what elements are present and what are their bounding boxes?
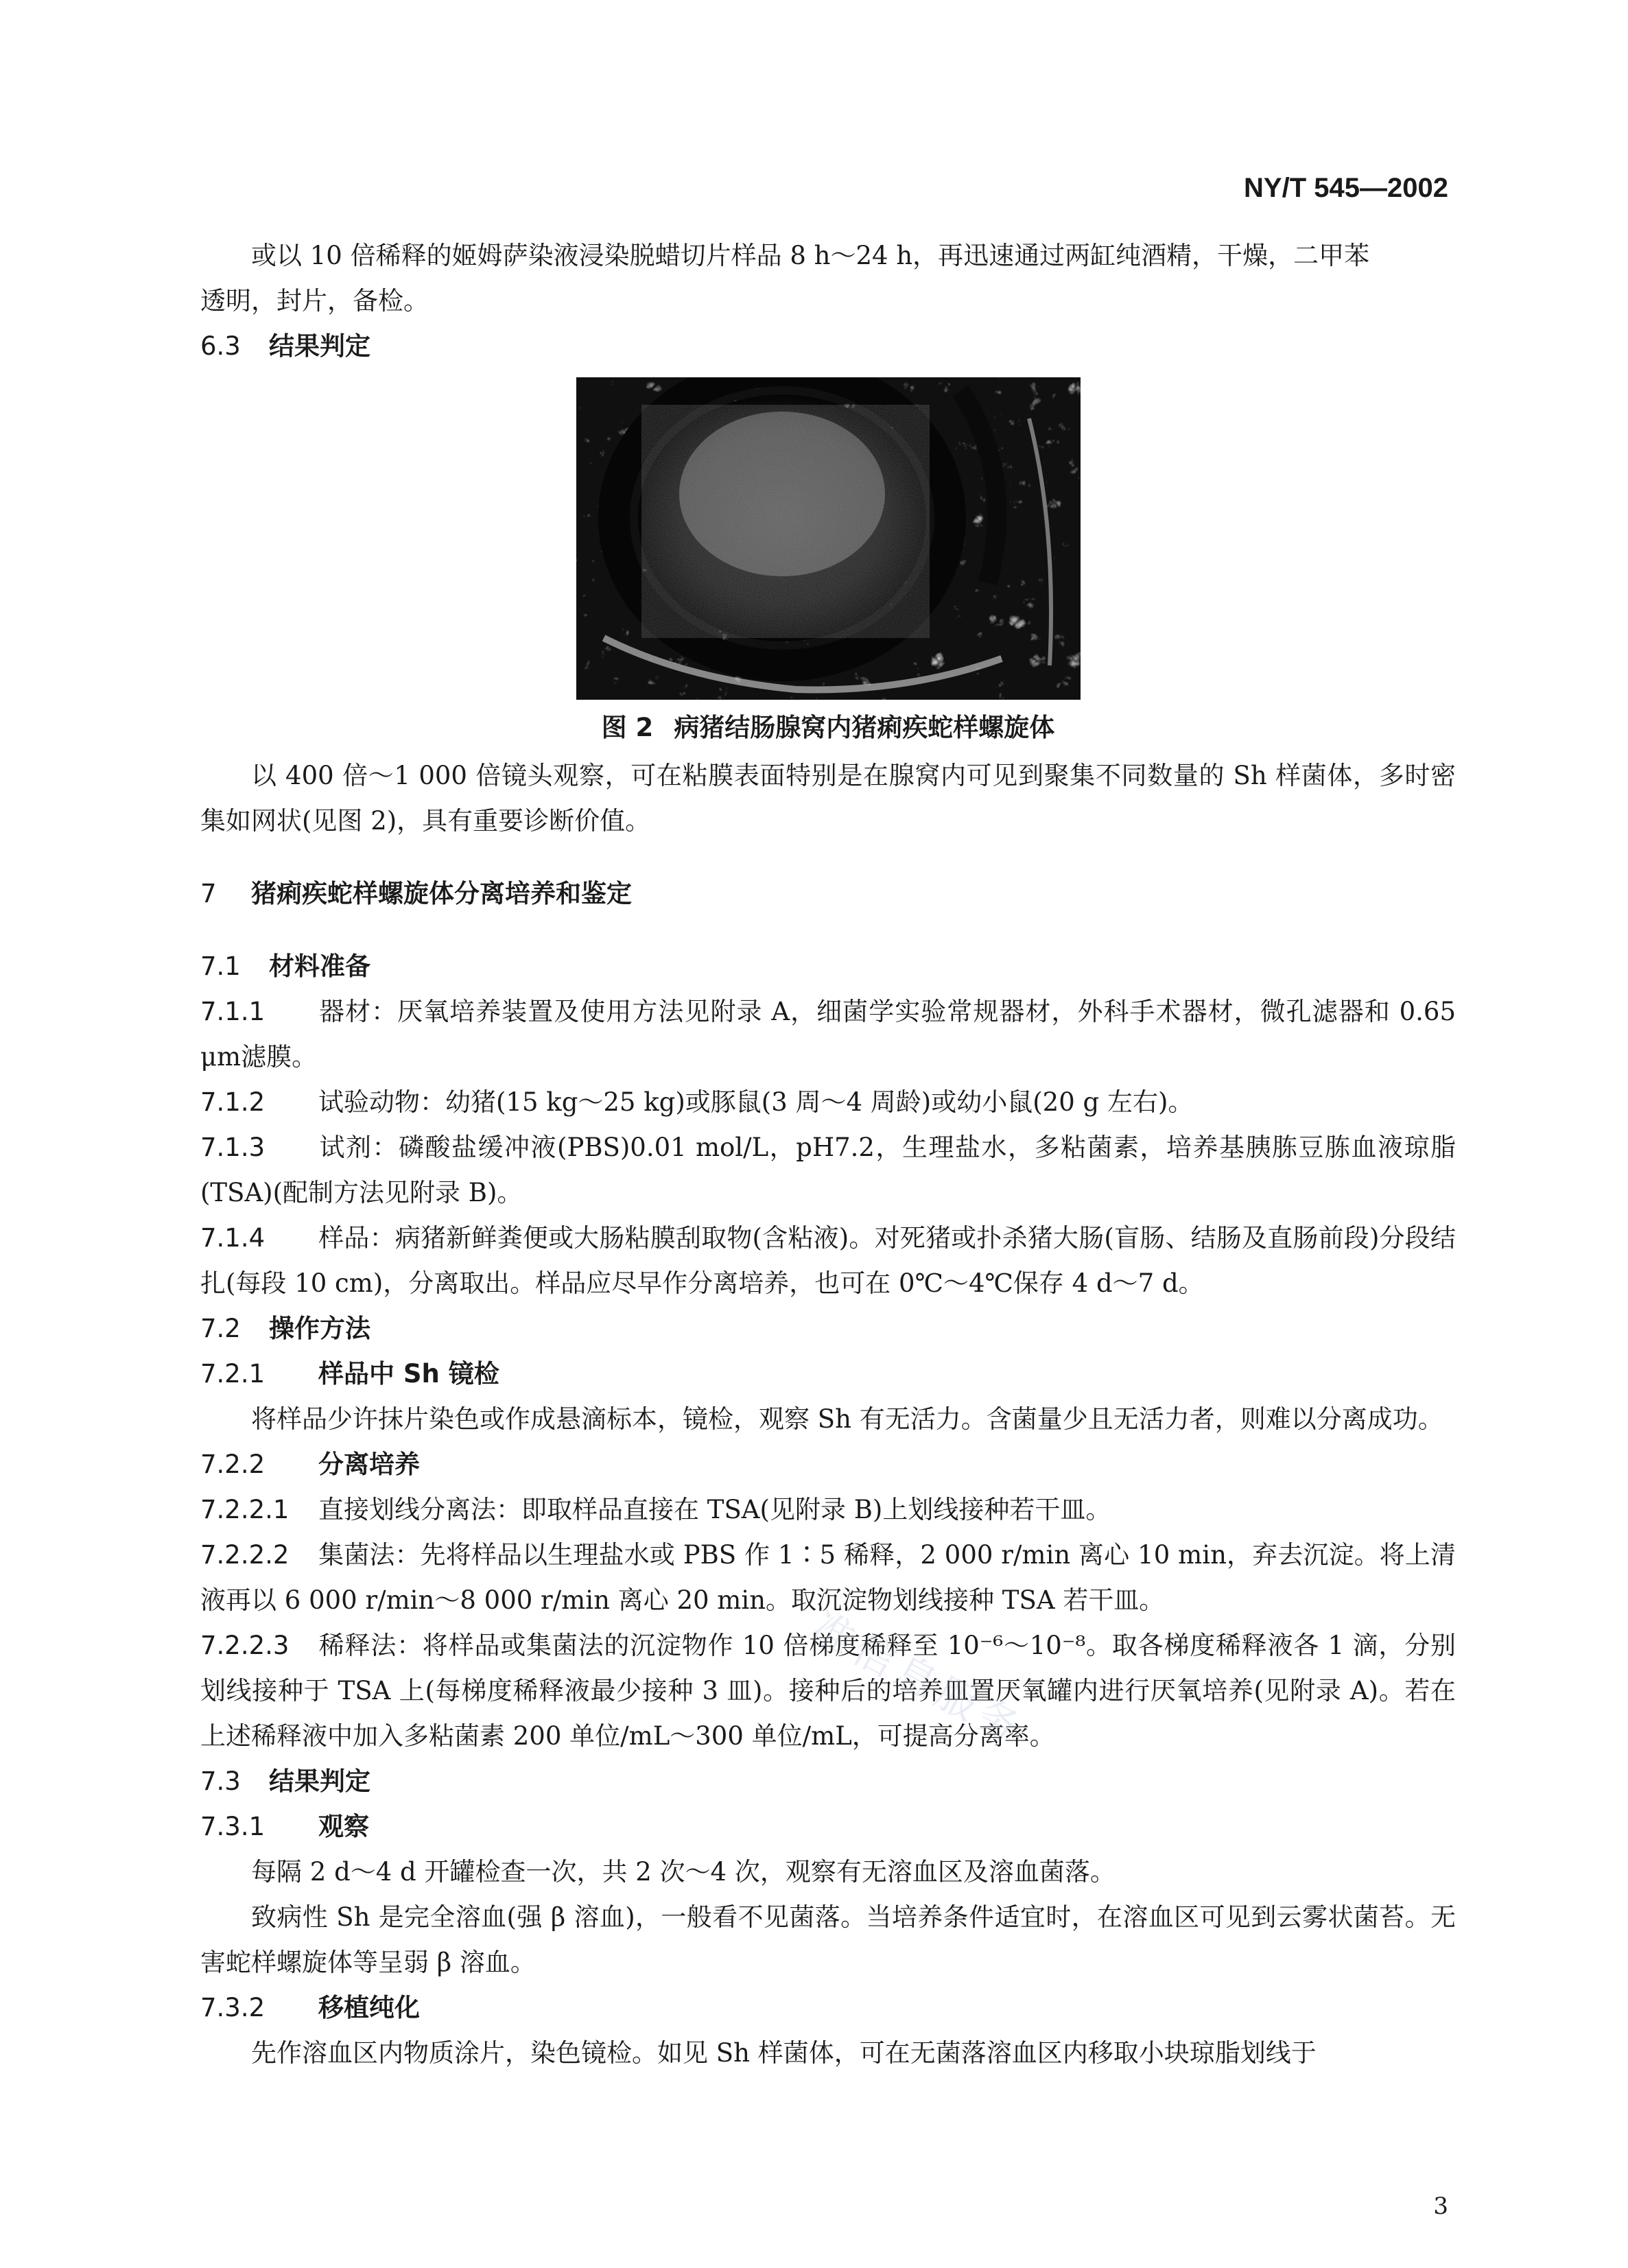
- clause-text: 试剂：磷酸盐缓冲液(PBS)0.01 mol/L，pH7.2，生理盐水，多粘菌素，培养基胰胨豆胨血液琼脂(TSA)(配制方法见附录 B)。: [200, 1133, 1456, 1207]
- clause-text: 集菌法：先将样品以生理盐水或 PBS 作 1∶5 稀释，2 000 r/min 离心 10 min，弃去沉淀。将上清液再以 6 000 r/min～8 000 r/min 离心 20 min。取沉淀物划线接种 TSA 若干皿。: [200, 1540, 1456, 1615]
- section-title: 材料准备: [269, 952, 370, 981]
- clause-7-1-2: [200, 1080, 1456, 1125]
- heading-7-3: [200, 1759, 1456, 1804]
- heading-6-3: [200, 324, 1456, 369]
- clause-number: 7.1.3: [200, 1133, 266, 1162]
- paragraph-7-3-2: 先作溶血区内物质涂片，染色镜检。如见 Sh 样菌体，可在无菌落溶血区内移取小块琼脂划线于: [251, 2038, 1317, 2068]
- clause-text: 样品：病猪新鲜粪便或大肠粘膜刮取物(含粘液)。对死猪或扑杀猪大肠(盲肠、结肠及直肠前段)分段结扎(每段 10 cm)，分离取出。样品应尽早作分离培养，也可在 0℃～4℃保存 4 d～7 d。: [200, 1223, 1456, 1298]
- section-title: 操作方法: [269, 1314, 370, 1343]
- clause-7-1-4: [200, 1216, 1456, 1306]
- heading-7-3-1: [200, 1804, 1456, 1850]
- clause-number: 7.2.2.2: [200, 1540, 290, 1570]
- section-title: 样品中 Sh 镜检: [318, 1359, 499, 1389]
- paragraph-staining-line2: 透明，封片，备检。: [200, 286, 429, 316]
- paragraph-7-3-1a: 每隔 2 d～4 d 开罐检查一次，共 2 次～4 次，观察有无溶血区及溶血菌落。: [251, 1857, 1116, 1887]
- heading-7-3-2: [200, 1985, 1456, 2031]
- section-title: 结果判定: [269, 331, 370, 361]
- heading-7-2-2: [200, 1442, 1456, 1487]
- clause-number: 7.1.4: [200, 1223, 266, 1253]
- section-number: 6.3: [200, 331, 241, 361]
- section-number: 7.3.1: [200, 1812, 266, 1841]
- paragraph-staining-line1: 或以 10 倍稀释的姬姆萨染液浸染脱蜡切片样品 8 h～24 h，再迅速通过两缸纯酒精，干燥，二甲苯: [251, 241, 1370, 270]
- clause-text: 器材：厌氧培养装置及使用方法见附录 A，细菌学实验常规器材，外科手术器材，微孔滤器和 0.65 μm滤膜。: [200, 997, 1456, 1072]
- micrograph-image: [576, 377, 1081, 700]
- section-number: 7.1: [200, 952, 241, 981]
- clause-number: 7.2.2.1: [200, 1495, 290, 1524]
- clause-text: 试验动物：幼猪(15 kg～25 kg)或豚鼠(3 周～4 周龄)或幼小鼠(20 g 左右)。: [318, 1087, 1194, 1117]
- section-title: 观察: [318, 1812, 369, 1841]
- paragraph-7-3-1b: 致病性 Sh 是完全溶血(强 β 溶血)，一般看不见菌落。当培养条件适宜时，在溶血区可见到云雾状菌苔。无害蛇样螺旋体等呈弱 β 溶血。: [200, 1902, 1456, 1977]
- section-title: 移植纯化: [318, 1993, 420, 2022]
- heading-7-2-1: [200, 1351, 1456, 1397]
- heading-7-2: [200, 1306, 1456, 1351]
- clause-number: 7.1.2: [200, 1087, 266, 1117]
- heading-7: [200, 871, 1456, 917]
- section-title: 分离培养: [318, 1450, 420, 1479]
- page-content: [200, 233, 1456, 2076]
- section-number: 7.2.1: [200, 1359, 266, 1389]
- section-number: 7.3.2: [200, 1993, 266, 2022]
- figure-caption: [200, 705, 1456, 751]
- watermark-text: 准信息服务: [803, 1603, 1033, 1756]
- section-title: 猪痢疾蛇样螺旋体分离培养和鉴定: [251, 879, 632, 908]
- clause-number: 7.1.1: [200, 997, 266, 1026]
- spacer: [200, 844, 1456, 871]
- clause-number: 7.2.2.3: [200, 1631, 290, 1660]
- clause-text: 稀释法：将样品或集菌法的沉淀物作 10 倍梯度稀释至 10⁻⁶～10⁻⁸。取各梯度稀释液各 1 滴，分别划线接种于 TSA 上(每梯度稀释液最少接种 3 皿)。接种后的培养皿置厌氧罐内进行厌氧培养(见附录 A)。若在上述稀释液中加入多粘菌素 200 单位/mL～300 单位/mL，可提高分离率。: [200, 1631, 1456, 1751]
- section-number: 7.2: [200, 1314, 241, 1343]
- clause-text: 直接划线分离法：即取样品直接在 TSA(见附录 B)上划线接种若干皿。: [318, 1495, 1111, 1524]
- section-number: 7.2.2: [200, 1450, 266, 1479]
- paragraph-7-2-1: 将样品少许抹片染色或作成悬滴标本，镜检，观察 Sh 有无活力。含菌量少且无活力者，则难以分离成功。: [251, 1404, 1443, 1434]
- clause-7-2-2-1: [200, 1487, 1456, 1533]
- section-number: 7: [200, 879, 217, 908]
- section-number: 7.3: [200, 1767, 241, 1796]
- heading-7-1: [200, 944, 1456, 989]
- clause-7-1-1: [200, 989, 1456, 1080]
- standard-code: NY/T 545—2002: [1244, 173, 1448, 203]
- spacer: [200, 917, 1456, 944]
- micrograph-figure: [576, 377, 1081, 700]
- page-number: 3: [1433, 2193, 1448, 2220]
- figure-caption-text: 病猪结肠腺窝内猪痢疾蛇样螺旋体: [674, 713, 1055, 742]
- figure-number: 图 2: [601, 713, 654, 742]
- section-title: 结果判定: [269, 1767, 370, 1796]
- clause-7-1-3: [200, 1125, 1456, 1216]
- paragraph-observation: 以 400 倍～1 000 倍镜头观察，可在粘膜表面特别是在腺窝内可见到聚集不同数量的 Sh 样菌体，多时密集如网状(见图 2)，具有重要诊断价值。: [200, 761, 1456, 836]
